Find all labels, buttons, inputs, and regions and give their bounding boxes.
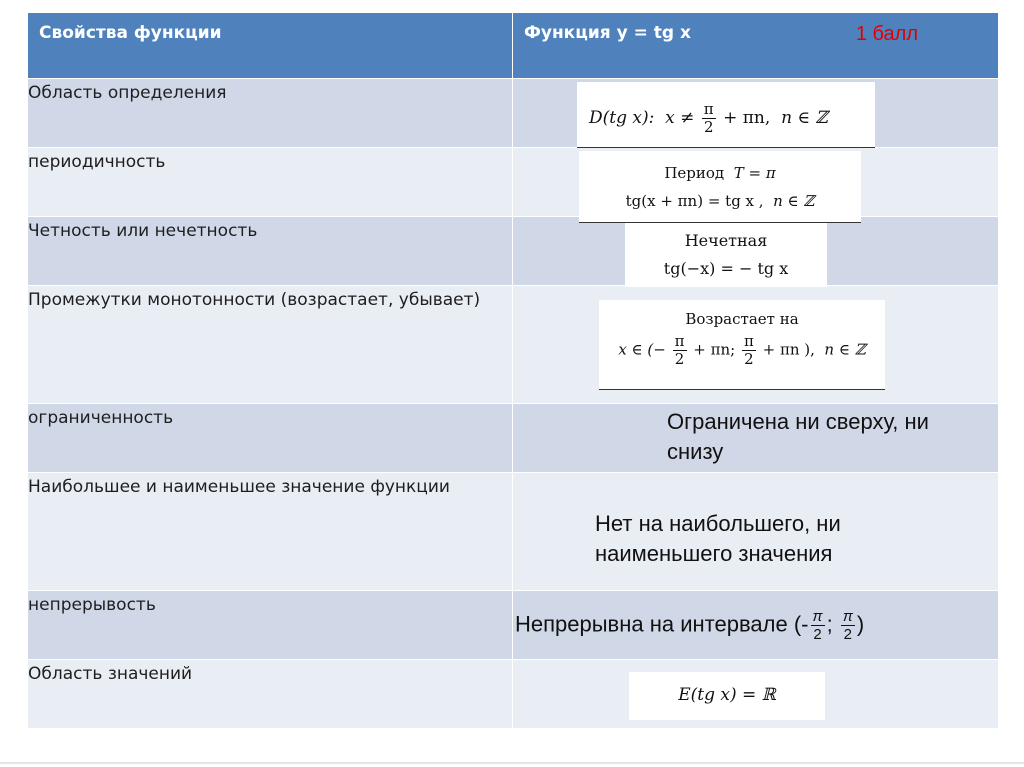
cell-parity xyxy=(513,217,999,286)
fraction-pi-2: $\frac{\pi}{2}$ xyxy=(743,332,754,368)
label-monotonic: Промежутки монотонности (возрастает, убывает) xyxy=(28,286,513,404)
fraction-pi-2: $\frac{\pi}{2}$ xyxy=(703,100,714,136)
period-formula: Период T = π tg(x + πn) = tg x , n ∈ ℤ xyxy=(579,151,861,223)
row-monotonic xyxy=(28,286,999,404)
continuity-text: Непрерывна на интервале (- $\frac{\pi}{2}$ ; $\frac{\pi}{2}$ ) xyxy=(515,608,865,643)
row-extrema xyxy=(28,473,999,591)
monotonic-formula: Возрастает на x ∈ (− $\frac{\pi}{2}$ + πn; $\frac{\pi}{2}$ + πn ), n ∈ ℤ xyxy=(599,300,885,390)
row-domain xyxy=(28,79,999,148)
label-period: периодичность xyxy=(28,148,513,217)
label-range: Область значений xyxy=(28,660,513,729)
cell-range xyxy=(513,660,999,729)
range-formula: E(tg x) = ℝ xyxy=(629,672,825,720)
row-period xyxy=(28,148,999,217)
cell-bounded xyxy=(513,404,999,473)
header-function xyxy=(513,13,999,79)
row-parity xyxy=(28,217,999,286)
row-range xyxy=(28,660,999,729)
cell-domain xyxy=(513,79,999,148)
cell-monotonic xyxy=(513,286,999,404)
fraction-pi-2: $\frac{\pi}{2}$ xyxy=(812,608,823,643)
row-bounded xyxy=(28,404,999,473)
label-domain: Область определения xyxy=(28,79,513,148)
properties-table xyxy=(27,12,999,729)
cell-extrema xyxy=(513,473,999,591)
parity-formula: Нечетная tg(−x) = − tg x xyxy=(625,223,827,287)
fraction-pi-2: $\frac{\pi}{2}$ xyxy=(842,608,853,643)
cell-period xyxy=(513,148,999,217)
label-parity: Четность или нечетность xyxy=(28,217,513,286)
label-bounded: ограниченность xyxy=(28,404,513,473)
header-function-label: Функция y = tg x xyxy=(524,23,691,43)
label-continuity: непрерывость xyxy=(28,591,513,660)
header-properties: Свойства функции xyxy=(28,13,513,79)
cell-continuity xyxy=(513,591,999,660)
extrema-text: Нет на наибольшего, ни наименьшего значения xyxy=(595,511,841,566)
row-continuity xyxy=(28,591,999,660)
points-badge: 1 балл xyxy=(855,23,918,45)
bounded-text: Ограничена ни сверху, ни снизу xyxy=(667,409,929,464)
header-row xyxy=(28,13,999,79)
fraction-pi-2: $\frac{\pi}{2}$ xyxy=(674,332,685,368)
label-extrema: Наибольшее и наименьшее значение функции xyxy=(28,473,513,591)
domain-formula: D(tg x): x ≠ $\frac{\pi}{2}$ + πn, n ∈ ℤ xyxy=(577,82,875,148)
slide-bottom-line xyxy=(0,762,1024,764)
